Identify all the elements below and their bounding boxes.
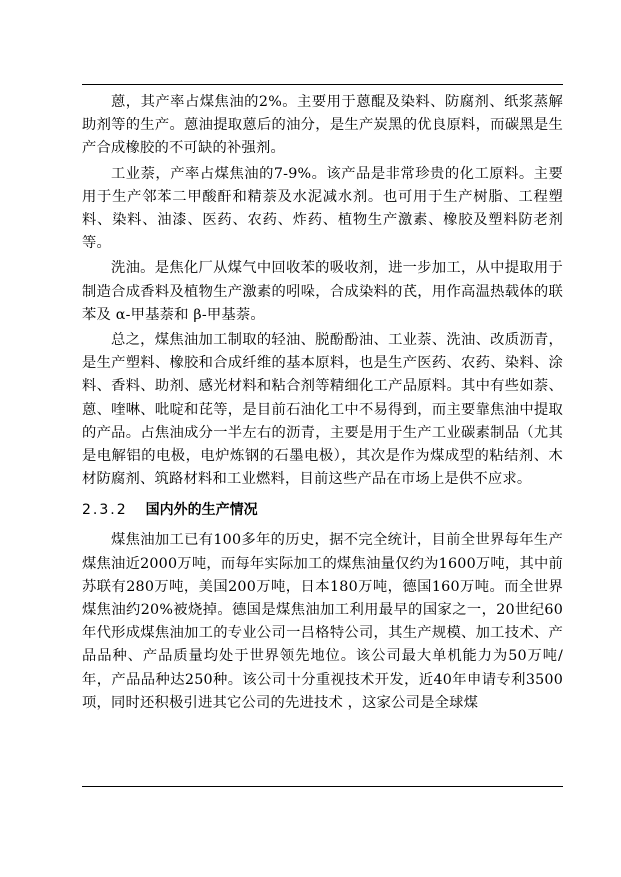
footer-rule — [82, 786, 563, 787]
section-number: 2.3.2 — [82, 502, 128, 519]
header-rule — [82, 84, 563, 85]
paragraph-naphthalene: 工业萘，产率占煤焦油的7-9%。该产品是非常珍贵的化工原料。主要用于生产邻苯二甲酸酐和精萘及水泥减水剂。也可用于生产树脂、工程塑料、染料、油漆、医药、农药、炸药、植物生产激素、橡胶及塑料防老剂等。 — [82, 165, 563, 252]
paragraph-anthracene: 蒽，其产率占煤焦油的2%。主要用于蒽醌及染料、防腐剂、纸浆蒸解助剂等的生产。蒽油提取蒽后的油分，是生产炭黑的优良原料，而碳黑是生产合成橡胶的不可缺的补强剂。 — [82, 94, 563, 157]
paragraph-production: 煤焦油加工已有100多年的历史，据不完全统计，目前全世界每年生产煤焦油近2000万吨，而每年实际加工的煤焦油量仅约为1600万吨，其中前苏联有280万吨，美国200万吨，日本180万吨，德国160万吨。而全世界煤焦油约20%被烧掉。德国是煤焦油加工利用最早的国家之一，20世纪60年代形成煤焦油加工的专业公司一吕格特公司，其生产规模、加工技术、产品品种、产品质量均处于世界领先地位。该公司最大单机能力为50万吨/年，产品品种达250种。该公司十分重视技术开发，近40年申请专利3500项，同时还积极引进其它公司的先进技术 ，这家公司是全球煤 — [82, 532, 563, 711]
section-title: 国内外的生产情况 — [145, 502, 258, 519]
paragraph-summary: 总之，煤焦油加工制取的轻油、脱酚酚油、工业萘、洗油、改质沥青，是生产塑料、橡胶和合成纤维的基本原料，也是生产医药、农药、染料、涂料、香料、助剂、感光材料和粘合剂等精细化工产品原料。其中有些如萘、蒽、喹啉、吡啶和芘等，是目前石油化工中不易得到，而主要靠焦油中提取的产品。占焦油成分一半左右的沥青，主要是用于生产工业碳素制品（尤其是电解铝的电极，电炉炼钢的石墨电极），其次是作为煤成型的粘结剂、木材防腐剂、筑路材料和工业燃料，目前这些产品在市场上是供不应求。 — [82, 332, 563, 488]
page-body — [82, 91, 563, 717]
section-heading — [82, 497, 563, 523]
paragraph-wash-oil: 洗油。是焦化厂从煤气中回收苯的吸收剂，进一步加工，从中提取用于制造合成香料及植物生产激素的吲哚，合成染料的芪，用作高温热载体的联苯及 α-甲基萘和 β-甲基萘。 — [82, 260, 563, 323]
